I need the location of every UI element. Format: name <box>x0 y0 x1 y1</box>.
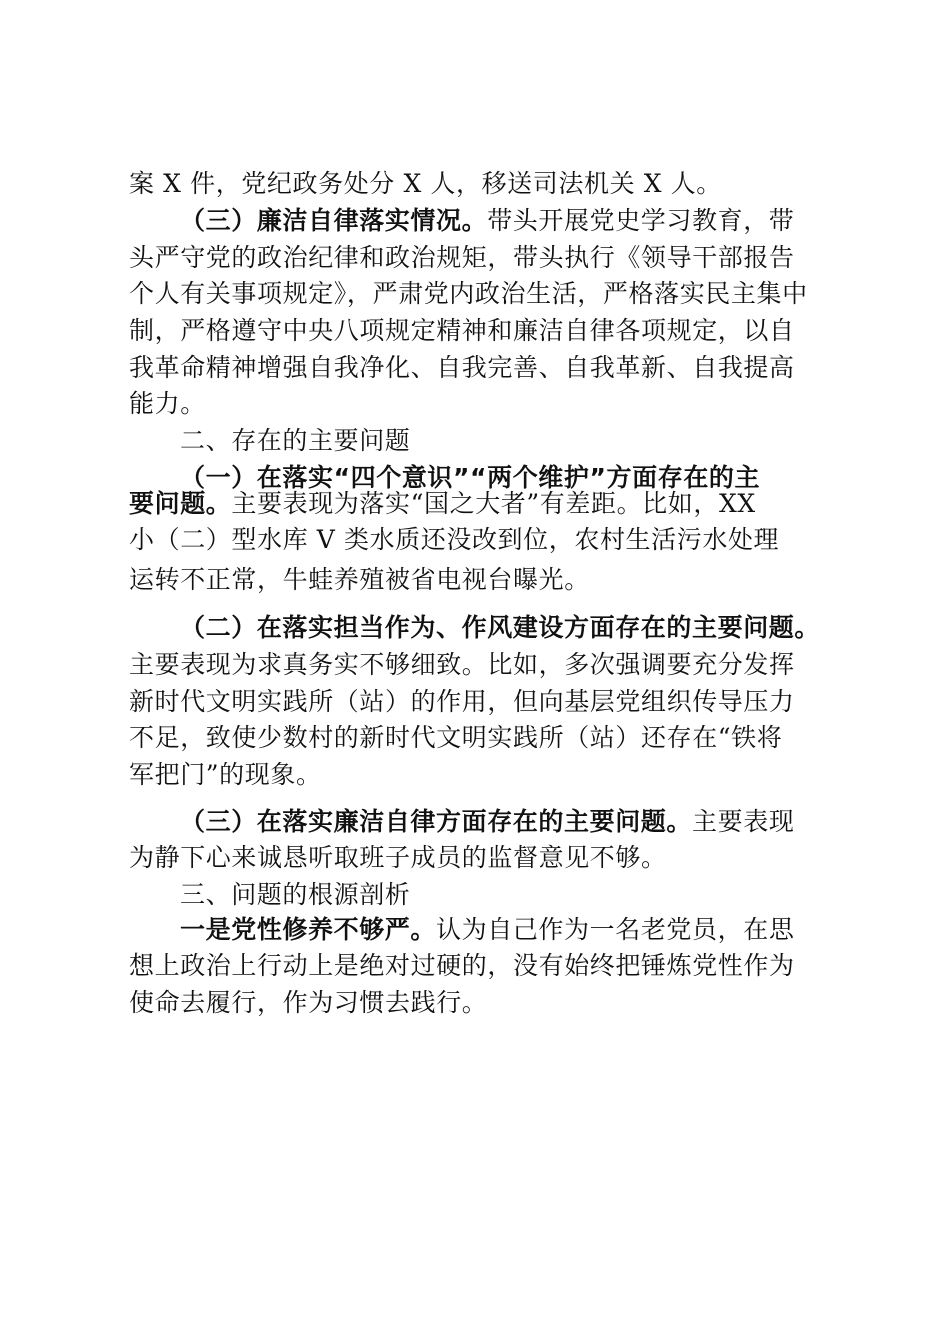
paragraph-heading: （三）在落实廉洁自律方面存在的主要问题。 <box>180 807 693 836</box>
paragraph-line <box>129 313 795 349</box>
body-text: 个人有关事项规定》，严肃党内政治生活，严格落实民主集中 <box>129 279 808 308</box>
body-text: 军把门”的现象。 <box>129 760 322 789</box>
body-text: 主要表现为求真务实不够细致。比如，多次强调要充分发挥 <box>129 650 795 679</box>
body-text: 案 X 件，党纪政务处分 X 人，移送司法机关 X 人。 <box>129 169 722 198</box>
body-text: 主要表现 <box>692 807 795 836</box>
paragraph-line <box>129 240 795 276</box>
paragraph-line <box>180 610 820 646</box>
body-text: 我革命精神增强自我净化、自我完善、自我革新、自我提高 <box>129 353 795 382</box>
paragraph-line <box>180 912 794 948</box>
section-title-text: 三、问题的根源剖析 <box>180 880 411 909</box>
paragraph-line <box>129 720 782 756</box>
paragraph-line <box>129 486 756 522</box>
paragraph-line <box>129 985 487 1021</box>
paragraph-line <box>129 840 667 876</box>
body-text: 运转不正常，牛蛙养殖被省电视台曝光。 <box>129 565 590 594</box>
body-text: 主要表现为落实“国之大者”有差距。比如，XX <box>231 489 756 518</box>
body-text: 新时代文明实践所（站）的作用，但向基层党组织传导压力 <box>129 687 795 716</box>
paragraph-heading: 要问题。 <box>129 489 232 518</box>
paragraph-line <box>180 804 794 840</box>
body-text: 为静下心来诚恳听取班子成员的监督意见不够。 <box>129 843 667 872</box>
paragraph-line <box>129 386 206 422</box>
paragraph-line <box>180 203 794 239</box>
paragraph-line <box>129 684 795 720</box>
paragraph-line <box>129 522 779 558</box>
section-title <box>180 877 410 913</box>
body-text: 想上政治上行动上是绝对过硬的，没有始终把锤炼党性作为 <box>129 951 795 980</box>
section-title-text: 二、存在的主要问题 <box>180 426 411 455</box>
paragraph-line <box>129 276 808 312</box>
body-text: 头严守党的政治纪律和政治规矩，带头执行《领导干部报告 <box>129 243 795 272</box>
paragraph-line <box>129 647 795 683</box>
paragraph-heading: （一）在落实“四个意识”“两个维护”方面存在的主 <box>180 463 761 492</box>
paragraph-line <box>129 350 795 386</box>
paragraph-heading: （三）廉洁自律落实情况。 <box>180 206 488 235</box>
paragraph-line <box>129 562 590 598</box>
body-text: 使命去履行，作为习惯去践行。 <box>129 988 488 1017</box>
paragraph-line <box>129 166 722 202</box>
paragraph-heading: （二）在落实担当作为、作风建设方面存在的主要问题。 <box>180 613 821 642</box>
body-text: 制，严格遵守中央八项规定精神和廉洁自律各项规定，以自 <box>129 316 795 345</box>
body-text: 能力。 <box>129 389 206 418</box>
paragraph-heading: 一是党性修养不够严。 <box>180 915 437 944</box>
body-text: 认为自己作为一名老党员，在思 <box>436 915 795 944</box>
paragraph-line <box>129 948 795 984</box>
paragraph-line <box>129 757 322 793</box>
body-text: 带头开展党史学习教育，带 <box>487 206 795 235</box>
body-text: 小（二）型水库 V 类水质还没改到位，农村生活污水处理 <box>129 525 780 554</box>
body-text: 不足，致使少数村的新时代文明实践所（站）还存在“铁将 <box>129 723 783 752</box>
section-title <box>180 423 410 459</box>
